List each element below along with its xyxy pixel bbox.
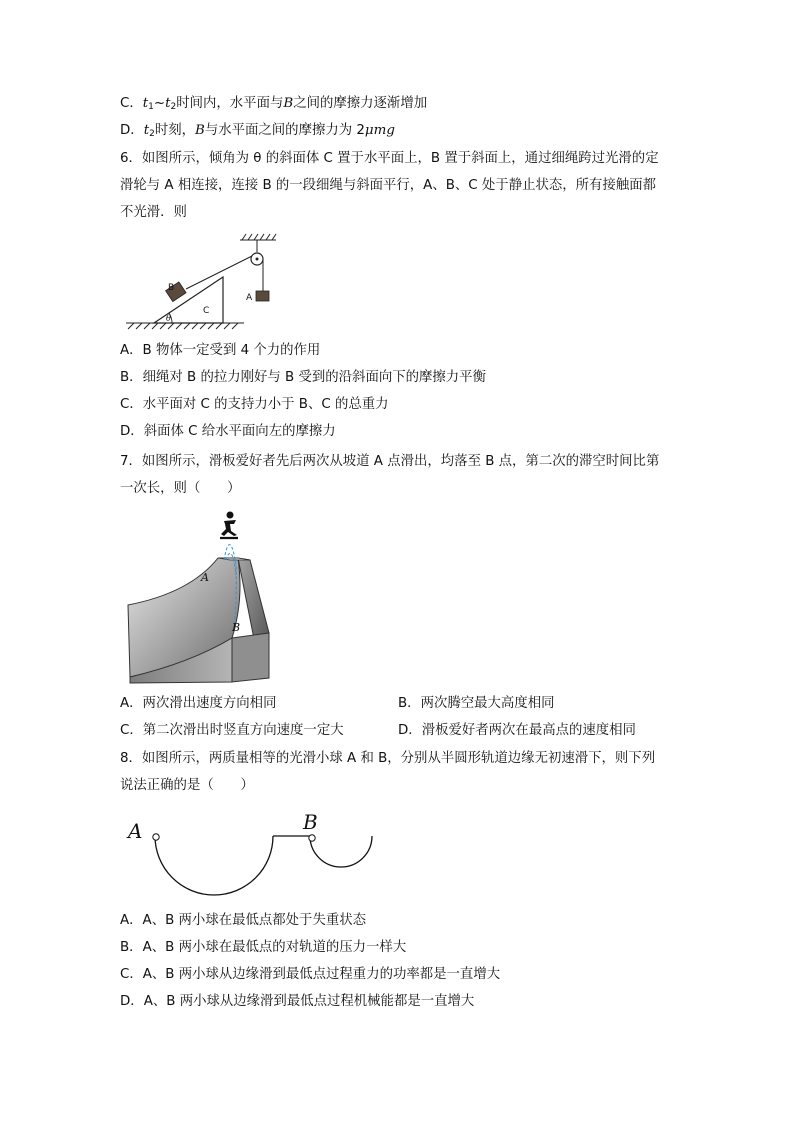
q5-option-d: D．$t_2$时刻，B与水平面之间的摩擦力为 2μmg (120, 123, 395, 139)
ramp-front-face (232, 633, 269, 682)
label-point-b: B (232, 621, 241, 634)
q6-stem-line2: 滑轮与 A 相连接，连接 B 的一段细绳与斜面平行，A、B、C 处于静止状态，所有接触面都 (120, 178, 656, 193)
q7-option-c: C．第二次滑出时竖直方向速度一定大 (120, 723, 344, 738)
small-semicircle-track (310, 836, 372, 867)
incline-c (154, 277, 223, 323)
q6-incline-pulley-figure (120, 230, 290, 330)
q6-option-c: C．水平面对 C 的支持力小于 B、C 的总重力 (120, 397, 389, 412)
ramp-side-face (238, 558, 269, 639)
label-point-a: A (201, 571, 209, 584)
label-ball-a: A (128, 819, 143, 843)
label-a: A (246, 293, 253, 303)
ball-b (309, 835, 315, 841)
label-ball-b: B (303, 810, 318, 834)
q7-stem-line2: 一次长，则（ ） (120, 481, 241, 496)
label-b: B (168, 283, 175, 293)
q8-option-a: A．A、B 两小球在最低点都处于失重状态 (120, 913, 367, 928)
ground-hatch (126, 323, 244, 329)
q8-option-c: C．A、B 两小球从边缘滑到最低点过程重力的功率都是一直增大 (120, 967, 501, 982)
ceiling-hatch (240, 234, 276, 240)
skateboarder-icon (220, 512, 238, 539)
q7-option-a: A．两次滑出速度方向相同 (120, 696, 277, 711)
q8-option-d: D．A、B 两小球从边缘滑到最低点过程机械能都是一直增大 (120, 994, 475, 1009)
q6-stem-line3: 不光滑．则 (120, 205, 187, 220)
large-semicircle-track (155, 836, 273, 895)
q8-semicircle-tracks-figure (120, 808, 380, 903)
q8-stem-line2: 说法正确的是（ ） (120, 778, 254, 793)
label-c: C (203, 306, 210, 316)
q8-stem-line1: 8．如图所示，两质量相等的光滑小球 A 和 B，分别从半圆形轨道边缘无初速滑下，则下列 (120, 751, 656, 766)
q7-option-b: B．两次腾空最大高度相同 (398, 696, 555, 711)
ball-a (153, 834, 159, 840)
q7-option-d: D．滑板爱好者两次在最高点的速度相同 (398, 723, 636, 738)
q8-option-b: B．A、B 两小球在最低点的对轨道的压力一样大 (120, 940, 407, 955)
q5-option-c: C．$t_1\sim t_2$时间内，水平面与B之间的摩擦力逐渐增加 (120, 96, 428, 112)
q7-stem-line1: 7．如图所示，滑板爱好者先后两次从坡道 A 点滑出，均落至 B 点，第二次的滞空时间比第 (120, 454, 660, 469)
block-a (256, 291, 269, 301)
q6-stem-line1: 6．如图所示，倾角为 θ 的斜面体 C 置于水平面上，B 置于斜面上，通过细绳跨过光滑的定 (120, 151, 659, 166)
q6-option-b: B．细绳对 B 的拉力刚好与 B 受到的沿斜面向下的摩擦力平衡 (120, 370, 486, 385)
q6-option-a: A．B 物体一定受到 4 个力的作用 (120, 343, 321, 358)
q7-skate-ramp-figure (120, 505, 280, 685)
label-theta: θ (166, 314, 171, 323)
q6-option-d: D．斜面体 C 给水平面向左的摩擦力 (120, 424, 336, 439)
